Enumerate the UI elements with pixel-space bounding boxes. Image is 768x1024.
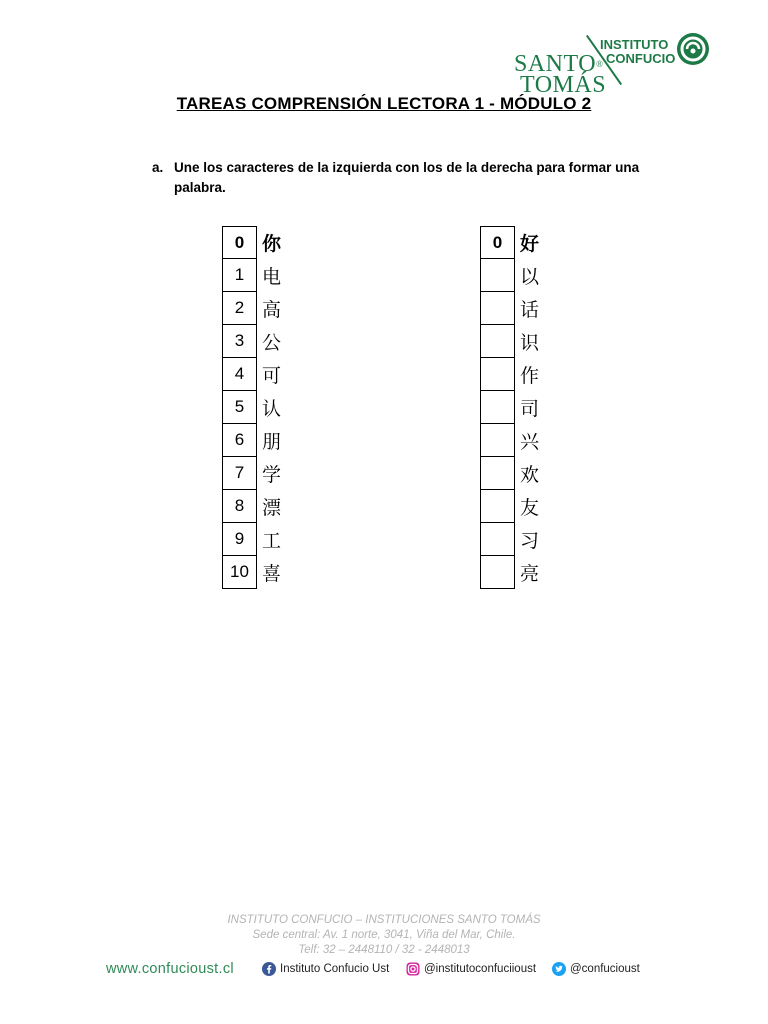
page-title: TAREAS COMPRENSIÓN LECTORA 1 - MÓDULO 2: [176, 94, 592, 113]
logo-confucio-text: CONFUCIO: [606, 51, 676, 66]
right-character: 习: [520, 530, 540, 552]
left-number-box: 4: [222, 358, 257, 391]
left-character: 学: [262, 464, 282, 486]
left-number-box: 5: [222, 391, 257, 424]
footer-phone: Telf: 32 – 2448110 / 32 - 2448013: [298, 944, 470, 956]
left-number-box: 6: [222, 424, 257, 457]
left-character: 公: [262, 332, 282, 354]
right-character: 识: [520, 332, 540, 354]
footer-address: [0, 913, 768, 958]
right-character: 以: [520, 266, 540, 288]
left-character: 认: [262, 398, 282, 420]
answer-box[interactable]: [480, 556, 515, 589]
right-character: 欢: [520, 464, 540, 486]
left-number-box: 8: [222, 490, 257, 523]
twitter-icon: [552, 962, 566, 976]
twitter-handle: @confucioust: [570, 963, 640, 975]
left-number-box: 10: [222, 556, 257, 589]
answer-box[interactable]: [480, 391, 515, 424]
instruction-text: Une los caracteres de la izquierda con los de la derecha para formar una palabra.: [174, 160, 640, 195]
left-character: 漂: [262, 497, 282, 519]
right-character: 亮: [520, 563, 540, 585]
left-number-box: 7: [222, 457, 257, 490]
instagram-icon: [406, 962, 420, 976]
left-number-box: 3: [222, 325, 257, 358]
answer-box[interactable]: [480, 490, 515, 523]
left-character: 高: [262, 299, 282, 321]
facebook-link[interactable]: [262, 962, 389, 976]
right-character: 司: [520, 398, 540, 420]
twitter-link[interactable]: [552, 962, 640, 976]
right-character: 作: [520, 365, 540, 387]
left-number-box: 1: [222, 259, 257, 292]
facebook-icon: [262, 962, 276, 976]
answer-box[interactable]: [480, 424, 515, 457]
logo-instituto-text: INSTITUTO: [600, 37, 669, 52]
right-character: 好: [520, 233, 540, 255]
left-character: 可: [262, 365, 282, 387]
santo-tomas-confucio-logo: [514, 32, 714, 102]
left-character: 你: [262, 233, 282, 255]
right-character: 友: [520, 497, 540, 519]
answer-box: 0: [480, 226, 515, 259]
website-link[interactable]: www.confucioust.cl: [106, 961, 234, 977]
left-character: 朋: [262, 431, 282, 453]
answer-box[interactable]: [480, 325, 515, 358]
facebook-handle: Instituto Confucio Ust: [280, 963, 390, 975]
instagram-link[interactable]: [406, 962, 536, 976]
left-number-box: 9: [222, 523, 257, 556]
left-number-box: 2: [222, 292, 257, 325]
confucio-emblem-icon: [676, 32, 710, 66]
instagram-handle: @institutoconfuciioust: [424, 963, 537, 975]
left-character: 电: [262, 266, 282, 288]
left-character: 工: [262, 530, 282, 552]
answer-box[interactable]: [480, 259, 515, 292]
answer-box[interactable]: [480, 523, 515, 556]
right-character: 话: [520, 299, 540, 321]
footer-institution: INSTITUTO CONFUCIO – INSTITUCIONES SANTO TOMÁS: [227, 914, 541, 926]
answer-box[interactable]: [480, 292, 515, 325]
logo-santo-text: SANTO®: [514, 51, 604, 77]
right-character: 兴: [520, 431, 540, 453]
logo-tomas-text: TOMÁS: [520, 72, 607, 98]
answer-box[interactable]: [480, 457, 515, 490]
answer-box[interactable]: [480, 358, 515, 391]
instruction-letter: a.: [152, 160, 164, 175]
left-character: 喜: [262, 563, 282, 585]
footer-links: [106, 961, 666, 979]
footer-address-line: Sede central: Av. 1 norte, 3041, Viña del Mar, Chile.: [252, 929, 516, 941]
left-number-box: 0: [222, 226, 257, 259]
